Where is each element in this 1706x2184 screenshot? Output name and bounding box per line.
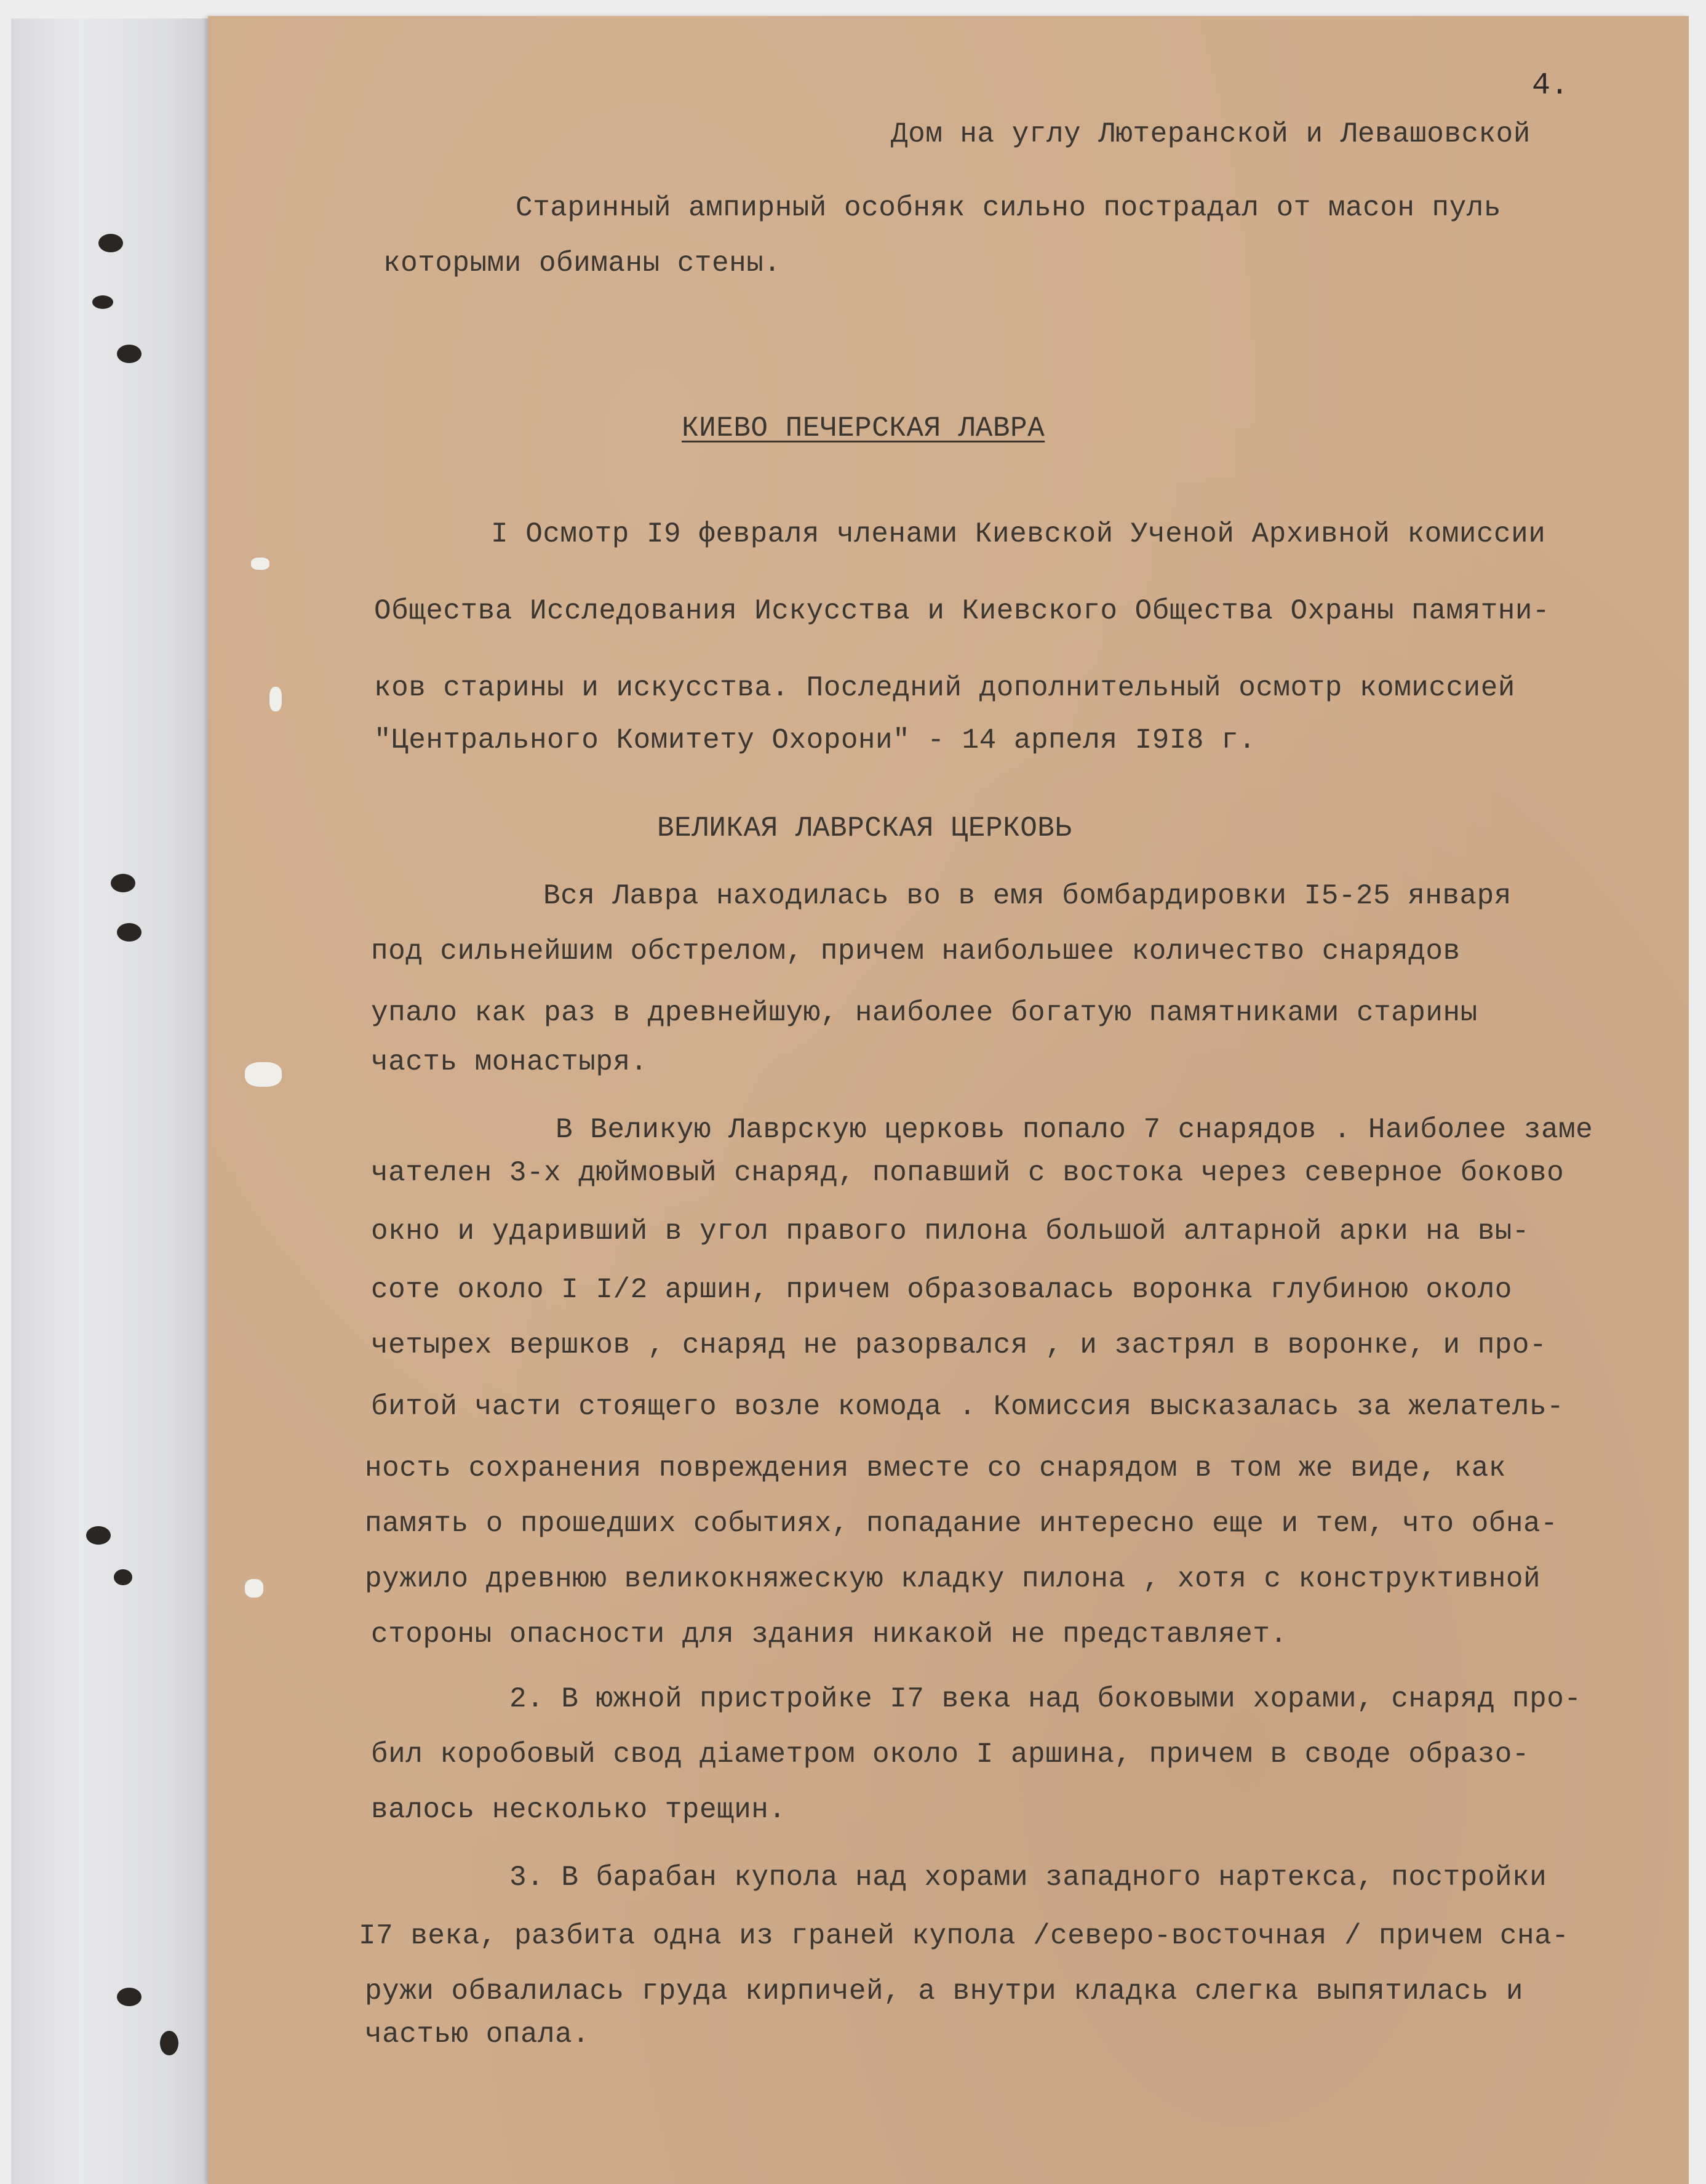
punch-hole xyxy=(160,2031,178,2055)
text-line: бил коробовый свод діаметром около I аршина, причем в своде образо- xyxy=(371,1738,1530,1770)
punch-hole xyxy=(92,295,113,309)
text-line: Старинный ампирный особняк сильно пострадал от масон пуль xyxy=(516,192,1501,224)
text-line: под сильнейшим обстрелом, причем наибольшее количество снарядов xyxy=(371,935,1461,967)
text-line: "Центрального Комитету Охорони" - 14 арпеля I9I8 г. xyxy=(374,724,1256,756)
paper-speck xyxy=(251,558,269,570)
section-heading: КИЕВО ПЕЧЕРСКАЯ ЛАВРА xyxy=(682,412,1045,444)
text-line: память о прошедших событиях, попадание интересно еще и тем, что обна- xyxy=(365,1508,1558,1540)
text-line: стороны опасности для здания никакой не представляет. xyxy=(371,1618,1288,1650)
text-line: Общества Исследования Искусства и Киевского Общества Охраны памятни- xyxy=(374,595,1550,627)
binding-strip xyxy=(11,18,208,2184)
text-line: 3. В барабан купола над хорами западного нартекса, постройки xyxy=(509,1862,1547,1894)
text-line: валось несколько трещин. xyxy=(371,1794,786,1826)
text-line: окно и ударивший в угол правого пилона большой алтарной арки на вы- xyxy=(371,1215,1530,1247)
section-heading: ВЕЛИКАЯ ЛАВРСКАЯ ЦЕРКОВЬ xyxy=(657,812,1072,844)
text-line: ружи обвалилась груда кирпичей, а внутри кладка слегка выпятилась и xyxy=(365,1975,1524,2007)
text-line: I Осмотр I9 февраля членами Киевской Ученой Архивной комиссии xyxy=(491,518,1546,550)
text-line: I7 века, разбита одна из граней купола /северо-восточная / причем сна- xyxy=(359,1920,1569,1952)
text-line: соте около I I/2 аршин, причем образовалась воронка глубиною около xyxy=(371,1274,1512,1306)
text-line: четырех вершков , снаряд не разорвался , и застрял в воронке, и про- xyxy=(371,1329,1547,1361)
text-line: битой части стоящего возле комода . Комиссия высказалась за желатель- xyxy=(371,1391,1564,1423)
paper-speck xyxy=(269,687,282,711)
text-line: ков старины и искусства. Последний дополнительный осмотр комиссией xyxy=(374,672,1515,704)
text-line: 2. В южной пристройке I7 века над боковыми хорами, снаряд про- xyxy=(509,1683,1582,1715)
text-line: Вся Лавра находилась во в емя бомбардировки I5-25 января xyxy=(543,880,1512,912)
text-line: ружило древнюю великокняжескую кладку пилона , хотя с конструктивной xyxy=(365,1563,1541,1595)
text-line: В Великую Лаврскую церковь попало 7 снарядов . Наиболее заме xyxy=(556,1114,1593,1146)
punch-hole xyxy=(86,1526,111,1545)
punch-hole xyxy=(117,923,142,942)
text-line: упало как раз в древнейшую, наиболее богатую памятниками старины xyxy=(371,997,1478,1029)
text-line: чателен 3-х дюймовый снаряд, попавший с востока через северное боково xyxy=(371,1157,1564,1189)
punch-hole xyxy=(117,345,142,363)
text-line: часть монастыря. xyxy=(371,1046,648,1078)
paper-speck xyxy=(245,1579,263,1598)
page-number: 4. xyxy=(1532,68,1569,103)
punch-hole xyxy=(114,1569,132,1585)
text-line: которыми обиманы стены. xyxy=(383,247,781,279)
punch-hole xyxy=(98,234,123,252)
paper-speck xyxy=(245,1062,282,1087)
punch-hole xyxy=(111,874,135,892)
punch-hole xyxy=(117,1988,142,2006)
text-line: частью опала. xyxy=(365,2018,590,2050)
text-line: ность сохранения повреждения вместе со снарядом в том же виде, как xyxy=(365,1452,1506,1484)
document-sheet xyxy=(208,16,1689,2184)
section-heading: Дом на углу Лютеранской и Левашовской xyxy=(891,118,1531,150)
